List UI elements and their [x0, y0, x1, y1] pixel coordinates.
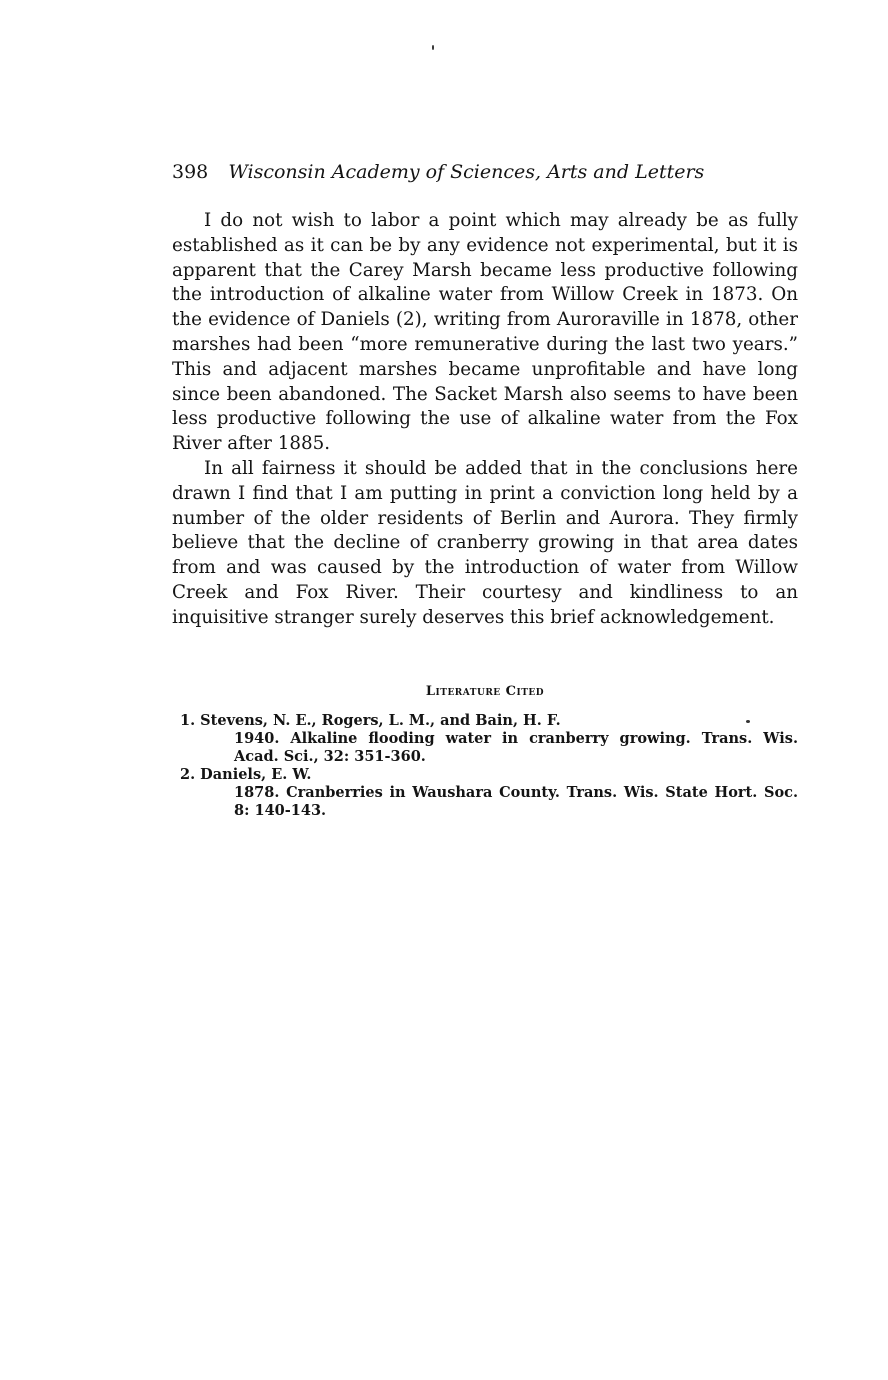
literature-cited-heading: Literature Cited — [425, 684, 545, 699]
reference-authors: 1. Stevens, N. E., Rogers, L. M., and Bain, H. F. — [180, 712, 561, 729]
body-text — [172, 209, 798, 631]
reference-citation: 1878. Cranberries in Waushara County. Trans. Wis. State Hort. Soc. 8: 140-143. — [234, 784, 798, 819]
reference-list — [180, 712, 798, 820]
journal-title: Wisconsin Academy of Sciences, Arts and Letters — [228, 161, 705, 183]
scan-speck — [432, 45, 434, 50]
reference-item — [180, 766, 798, 820]
page-number: 398 — [172, 161, 209, 183]
reference-citation: 1940. Alkaline flooding water in cranberry growing. Trans. Wis. Acad. Sci., 32: 351-360. — [234, 730, 798, 765]
reference-authors: 2. Daniels, E. W. — [180, 766, 312, 783]
paragraph-2: In all fairness it should be added that in the conclusions here drawn I find that I am putting in print a conviction long held by a number of the older residents of Berlin and Aurora. They firmly believe that the decline of cranberry growing in that area dates from and was caused by the introduction of water from Willow Creek and Fox River. Their courtesy and kindliness to an inquisitive stranger surely deserves this brief acknowledgement. — [172, 457, 798, 628]
scan-speck — [746, 720, 750, 723]
running-head — [172, 158, 812, 186]
paragraph-1: I do not wish to labor a point which may already be as fully established as it can be by any evidence not experimental, but it is apparent that the Carey Marsh became less productive following the introduction of alkaline water from Willow Creek in 1873. On the evidence of Daniels (2), writing from Auroraville in 1878, other marshes had been “more remunerative during the last two years.” This and adjacent marshes became unprofitable and have long since been abandoned. The Sacket Marsh also seems to have been less productive following the use of alkaline water from the Fox River after 1885. — [172, 210, 798, 455]
reference-item — [180, 712, 798, 766]
